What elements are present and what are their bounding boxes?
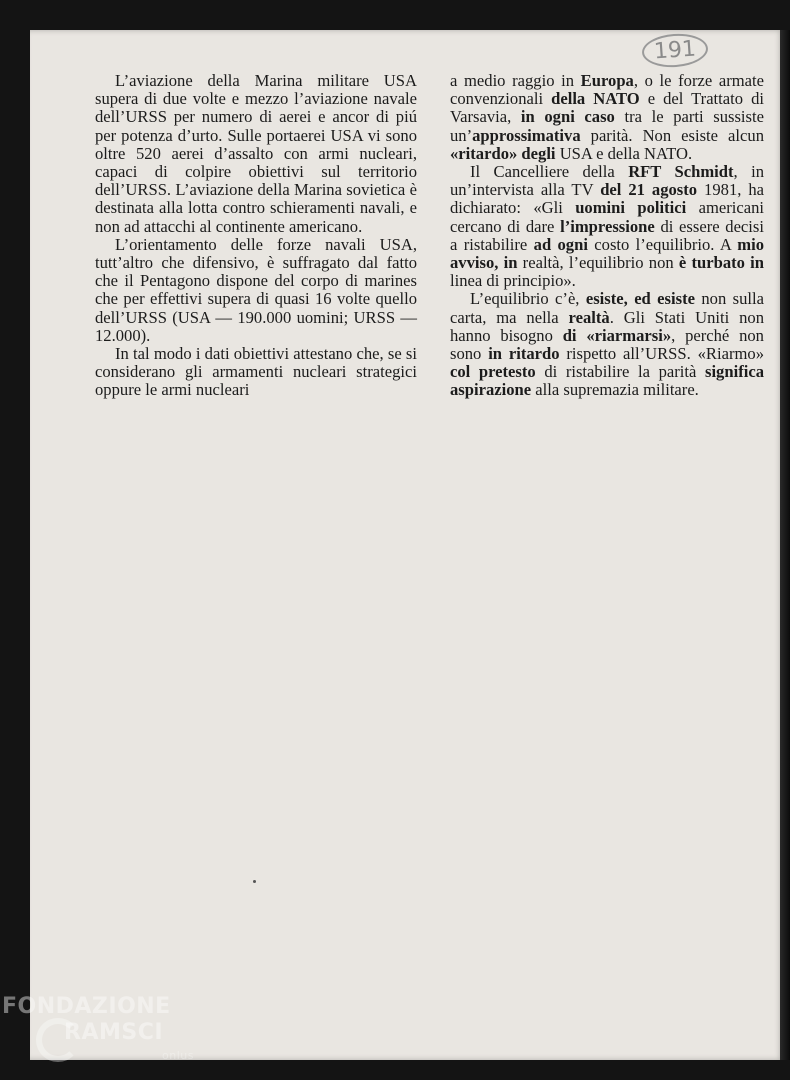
right-paragraph-1: a medio raggio in Europa, o le forze armate convenzionali della NATO e del Trattato di Varsavia, in ogni caso tra le parti sussiste un’approssimativa parità. Non esiste alcun «ritardo» degli USA e della NATO.: [450, 71, 764, 163]
left-paragraph-2: L’orientamento delle forze navali USA, tutt’altro che difensivo, è suffragato dal fatto che il Pentagono dispone del corpo di marines che per effettivi supera di quasi 16 volte quello dell’URSS (USA — 190.000 uomini; URSS — 12.000).: [95, 234, 417, 345]
left-paragraph-1: L’aviazione della Marina militare USA supera di due volte e mezzo l’aviazione navale dell’URSS per numero di aerei e ancor di piú per potenza d’urto. Sulle portaerei USA vi sono oltre 520 aerei d’assalto con armi nucleari, capaci di colpire obiettivi sul territorio dell’URSS. L’aviazione della Marina sovietica è destinata alla lotta contro schieramenti navali, e non ad attacchi al continente americano.: [95, 71, 417, 236]
watermark-line-2: RAMSCI: [64, 1020, 164, 1045]
fondazione-gramsci-watermark: [2, 994, 194, 1062]
right-paragraph-3: L’equilibrio c’è, esiste, ed esiste non sulla carta, ma nella realtà. Gli Stati Uniti non hanno bisogno di «riarmarsi», perché non sono in ritardo rispetto all’URSS. «Riarmo» col pretesto di ristabilire la parità significa aspirazione alla supremazia militare.: [450, 289, 764, 400]
watermark-line-1: FONDAZIONE: [2, 994, 171, 1019]
watermark-g-logo-icon: [36, 1018, 80, 1062]
document-page: [30, 30, 784, 1060]
left-paragraph-3: In tal modo i dati obiettivi attestano che, se si considerano gli armamenti nucleari strategici oppure le armi nucleari: [95, 344, 417, 400]
paper-speck: [253, 880, 256, 883]
left-column: [95, 72, 417, 400]
right-column: [450, 72, 764, 400]
watermark-onlus: onlus: [162, 1049, 194, 1062]
right-paragraph-2: Il Cancelliere della RFT Schmidt, in un’intervista alla TV del 21 agosto 1981, ha dichiarato: «Gli uomini politici americani cercano di dare l’impressione di essere decisi a ristabilire ad ogni costo l’equilibrio. A mio avviso, in realtà, l’equilibrio non è turbato in linea di principio».: [450, 162, 765, 291]
page-number: 191: [641, 32, 709, 70]
page-edge-shadow: [780, 30, 790, 1060]
